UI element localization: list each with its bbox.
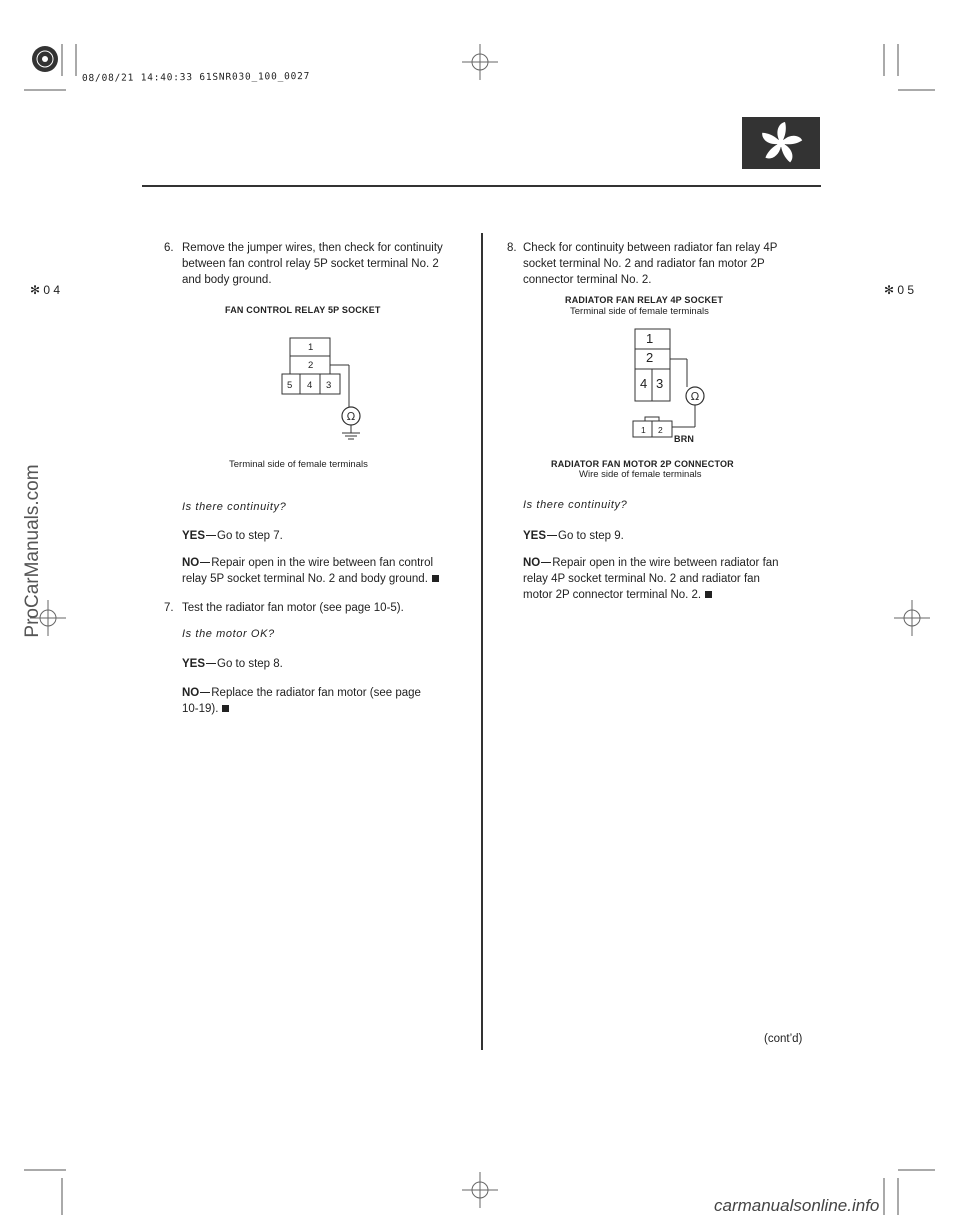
- figure-2-title-motor: RADIATOR FAN MOTOR 2P CONNECTOR: [551, 459, 734, 469]
- figure-2-subtitle-relay: Terminal side of female terminals: [570, 306, 709, 317]
- relay-4p-terminal-4: 4: [640, 376, 648, 391]
- no-3-answer-line-2: relay 4P socket terminal No. 2 and radiator fan: [523, 573, 760, 585]
- relay-5p-terminal-1: 1: [308, 342, 314, 353]
- column-divider: [481, 233, 483, 1050]
- end-mark-icon: [432, 575, 439, 582]
- no-2-answer-line-2: 10-19).: [182, 701, 229, 717]
- question-1: Is there continuity?: [182, 501, 287, 513]
- end-mark-icon: [222, 705, 229, 712]
- print-timestamp: 08/08/21 14:40:33 61SNR030_100_0027: [81, 71, 311, 84]
- no-2-answer: NO Replace the radiator fan motor (see page: [182, 687, 421, 699]
- figure-2-title-relay: RADIATOR FAN RELAY 4P SOCKET: [565, 295, 724, 305]
- step-7-number: 7.: [164, 602, 174, 614]
- ground-icon: [342, 433, 360, 439]
- step-6-number: 6.: [164, 242, 174, 254]
- no-1-answer: NO Repair open in the wire between fan control: [182, 557, 434, 569]
- relay-4p-terminal-3: 3: [656, 376, 664, 391]
- relay-4p-terminal-1: 1: [646, 331, 654, 346]
- step-8-line-2: socket terminal No. 2 and radiator fan motor 2P: [523, 258, 765, 270]
- figure-1-title: FAN CONTROL RELAY 5P SOCKET: [225, 305, 381, 315]
- continued-label: (cont’d): [764, 1033, 803, 1045]
- relay-5p-terminal-5: 5: [287, 380, 293, 391]
- relay-5p-terminal-3: 3: [326, 380, 332, 391]
- figure-2-subtitle-motor: Wire side of female terminals: [579, 469, 702, 480]
- header-rule: [142, 185, 821, 187]
- step-6-line-1: Remove the jumper wires, then check for continuity: [182, 242, 443, 254]
- step-8-line-1: Check for continuity between radiator fan relay 4P: [523, 242, 778, 254]
- wire-color-label: BRN: [674, 434, 695, 444]
- yes-2-answer: YES Go to step 8.: [182, 658, 283, 670]
- watermark-bottom: carmanualsonline.info: [714, 1196, 880, 1215]
- relay-4p-terminal-2: 2: [646, 350, 654, 365]
- step-6-line-3: and body ground.: [182, 274, 272, 286]
- radiator-fan-relay-and-motor-diagram: [625, 325, 715, 445]
- relay-5p-terminal-2: 2: [308, 360, 314, 371]
- no-1-answer-line-2: relay 5P socket terminal No. 2 and body ground.: [182, 571, 439, 587]
- margin-marker-right: ✻ 0 5: [884, 283, 915, 297]
- step-6-line-2: between fan control relay 5P socket terminal No. 2: [182, 258, 439, 270]
- watermark-side: ProCarManuals.com: [22, 464, 43, 638]
- no-3-answer: NO Repair open in the wire between radiator fan: [523, 557, 779, 569]
- motor-2p-terminal-2: 2: [658, 425, 663, 435]
- question-3: Is there continuity?: [523, 499, 628, 511]
- margin-marker-left: ✻ 0 4: [30, 283, 61, 297]
- question-2: Is the motor OK?: [182, 628, 275, 640]
- relay-5p-terminal-4: 4: [307, 380, 313, 391]
- step-8-number: 8.: [507, 242, 517, 254]
- yes-3-answer: YES Go to step 9.: [523, 530, 624, 542]
- no-3-answer-line-3: motor 2P connector terminal No. 2.: [523, 587, 712, 603]
- svg-text:Ω: Ω: [690, 390, 700, 403]
- motor-2p-terminal-1: 1: [641, 425, 646, 435]
- end-mark-icon: [705, 591, 712, 598]
- step-7-text: Test the radiator fan motor (see page 10-5).: [182, 602, 404, 614]
- figure-1-caption: Terminal side of female terminals: [229, 459, 368, 470]
- step-8-line-3: connector terminal No. 2.: [523, 274, 652, 286]
- fan-icon: [742, 117, 820, 169]
- yes-1-answer: YES Go to step 7.: [182, 530, 283, 542]
- cooling-fan-section-badge: [742, 117, 820, 169]
- fan-control-relay-5p-socket-diagram: [270, 330, 370, 445]
- svg-text:Ω: Ω: [346, 410, 356, 423]
